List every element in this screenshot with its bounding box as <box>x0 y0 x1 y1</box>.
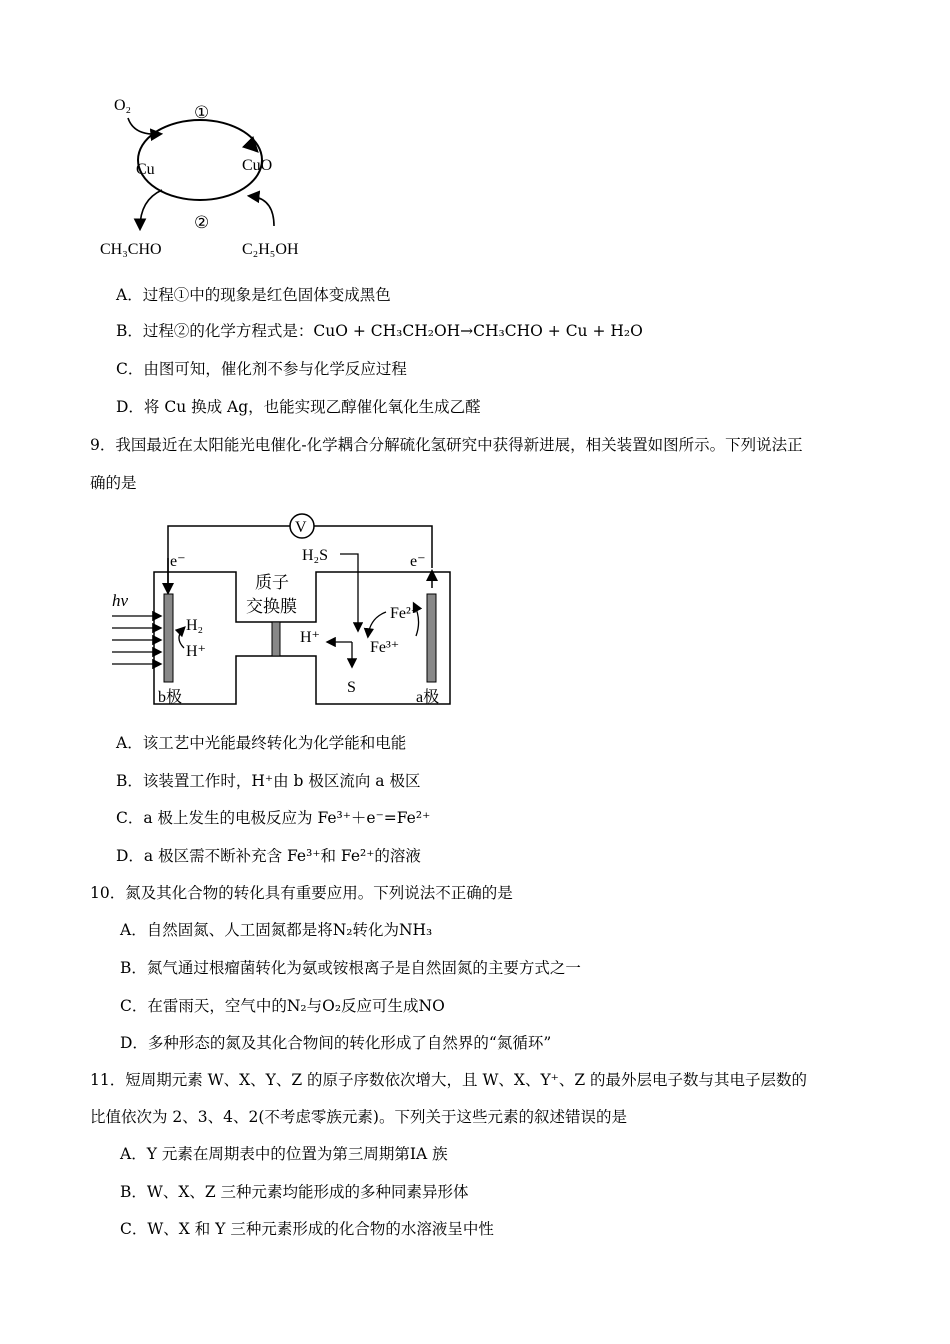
light-rays <box>112 616 160 664</box>
q9-option-b: B．该装置工作时，H⁺由 b 极区流向 a 极区 <box>116 772 421 790</box>
q8-option-c: C．由图可知，催化剂不参与化学反应过程 <box>116 360 407 378</box>
hv-label: hv <box>112 591 129 610</box>
c2h5oh-arrow <box>250 196 274 226</box>
a-electrode-label: a极 <box>416 689 440 706</box>
q8-option-a: A．过程①中的现象是红色固体变成黑色 <box>116 286 391 304</box>
h2s-label: H₂S <box>302 547 329 564</box>
step2-label: ② <box>194 213 210 232</box>
membrane-label-1: 质子 <box>255 573 289 592</box>
copper-cycle-diagram <box>90 88 330 268</box>
q8-option-d: D．将 Cu 换成 Ag，也能实现乙醇催化氧化生成乙醛 <box>116 398 481 416</box>
h2-label: H₂ <box>186 617 204 634</box>
ch3cho-label: CH₃CHO <box>100 241 162 258</box>
q8-option-b: B．过程②的化学方程式是：CuO + CH₃CH₂OH→CH₃CHO + Cu + H₂O <box>116 322 643 340</box>
h2s-arrow <box>340 554 358 630</box>
hplus-left-label: H⁺ <box>186 643 206 660</box>
hplus-mid-label: H⁺ <box>300 629 320 646</box>
q9-option-a: A．该工艺中光能最终转化为化学能和电能 <box>116 734 407 752</box>
q10-option-d: D．多种形态的氮及其化合物间的转化形成了自然界的“氮循环” <box>120 1034 552 1052</box>
q9-option-d: D．a 极区需不断补充含 Fe³⁺和 Fe²⁺的溶液 <box>116 847 421 865</box>
electrolysis-cell-diagram <box>100 508 460 708</box>
o2-label: O₂ <box>114 97 132 114</box>
proton-exchange-membrane <box>272 622 280 656</box>
q9-stem-line1: 9．我国最近在太阳能光电催化-化学耦合分解硫化氢研究中获得新进展，相关装置如图所示。下列说法正 <box>90 436 803 454</box>
q10-stem: 10．氮及其化合物的转化具有重要应用。下列说法不正确的是 <box>90 884 513 902</box>
q11-option-a: A．Y 元素在周期表中的位置为第三周期第IA 族 <box>120 1145 448 1163</box>
cu-label: Cu <box>136 161 155 178</box>
q10-option-b: B．氮气通过根瘤菌转化为氨或铵根离子是自然固氮的主要方式之一 <box>120 959 581 977</box>
membrane-label-2: 交换膜 <box>246 597 297 616</box>
b-electrode-label: b极 <box>158 689 183 706</box>
q11-stem-line1: 11．短周期元素 W、X、Y、Z 的原子序数依次增大，且 W、X、Y⁺、Z 的最外层电子数与其电子层数的 <box>90 1071 808 1089</box>
b-electrode <box>164 594 173 682</box>
cuo-label: CuO <box>242 157 273 174</box>
fe3-label: Fe³⁺ <box>370 639 400 656</box>
voltmeter-label: V <box>295 519 307 536</box>
ch3cho-arrow <box>140 190 162 228</box>
q11-option-b: B．W、X、Z 三种元素均能形成的多种同素异形体 <box>120 1183 469 1201</box>
q10-option-a: A．自然固氮、人工固氮都是将N₂转化为NH₃ <box>120 921 433 939</box>
e-left-label: e⁻ <box>170 553 186 570</box>
q10-option-c: C．在雷雨天，空气中的N₂与O₂反应可生成NO <box>120 997 445 1015</box>
step1-label: ① <box>194 103 210 122</box>
q11-option-c: C．W、X 和 Y 三种元素形成的化合物的水溶液呈中性 <box>120 1220 494 1238</box>
q11-stem-line2: 比值依次为 2、3、4、2(不考虑零族元素)。下列关于这些元素的叙述错误的是 <box>90 1108 627 1126</box>
fe2-label: Fe²⁺ <box>390 605 420 622</box>
c2h5oh-label: C₂H₅OH <box>242 241 299 258</box>
a-electrode <box>427 594 436 682</box>
s-label: S <box>347 679 356 696</box>
e-right-label: e⁻ <box>410 553 426 570</box>
q9-option-c: C．a 极上发生的电极反应为 Fe³⁺＋e⁻=Fe²⁺ <box>116 809 431 827</box>
q9-stem-line2: 确的是 <box>90 474 137 492</box>
